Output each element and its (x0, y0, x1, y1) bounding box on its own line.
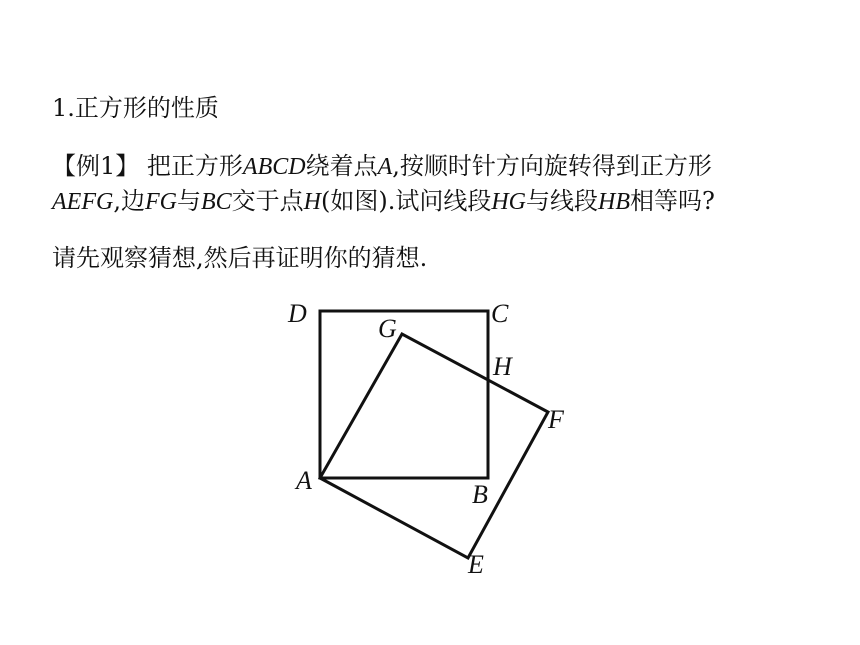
label-e: E (468, 550, 484, 579)
math-variable: H (303, 189, 321, 215)
example-tag: 【例1】 (52, 152, 140, 180)
text-segment: (如图).试问线段 (320, 187, 492, 215)
math-variable: A (377, 154, 393, 180)
math-variable: BC (200, 189, 232, 215)
text-segment: 把正方形 (139, 152, 243, 180)
text-segment: 交于点 (231, 187, 304, 215)
math-variable: ABCD (242, 154, 306, 180)
text-segment: 与线段 (526, 187, 598, 215)
label-h: H (493, 352, 512, 381)
text-segment: 相等吗? (630, 187, 715, 215)
text-segment: ,边 (113, 187, 145, 215)
label-c: C (491, 299, 509, 328)
math-variable: HG (491, 189, 526, 215)
example-line-3: 请先观察猜想,然后再证明你的猜想. (52, 244, 428, 272)
label-d: D (288, 299, 307, 328)
label-f: F (548, 405, 564, 434)
math-variable: HB (598, 189, 630, 215)
text-segment: 绕着点 (305, 152, 378, 180)
label-a: A (296, 466, 312, 495)
math-variable: AEFG (52, 189, 114, 215)
label-g: G (378, 314, 397, 343)
math-variable: FG (144, 189, 177, 215)
text-segment: 与 (176, 187, 201, 215)
section-heading: 1.正方形的性质 (52, 94, 219, 122)
text-segment: ,按顺时针方向旋转得到正方形 (392, 152, 712, 180)
label-b: B (472, 480, 488, 509)
square-aefg (320, 334, 548, 558)
